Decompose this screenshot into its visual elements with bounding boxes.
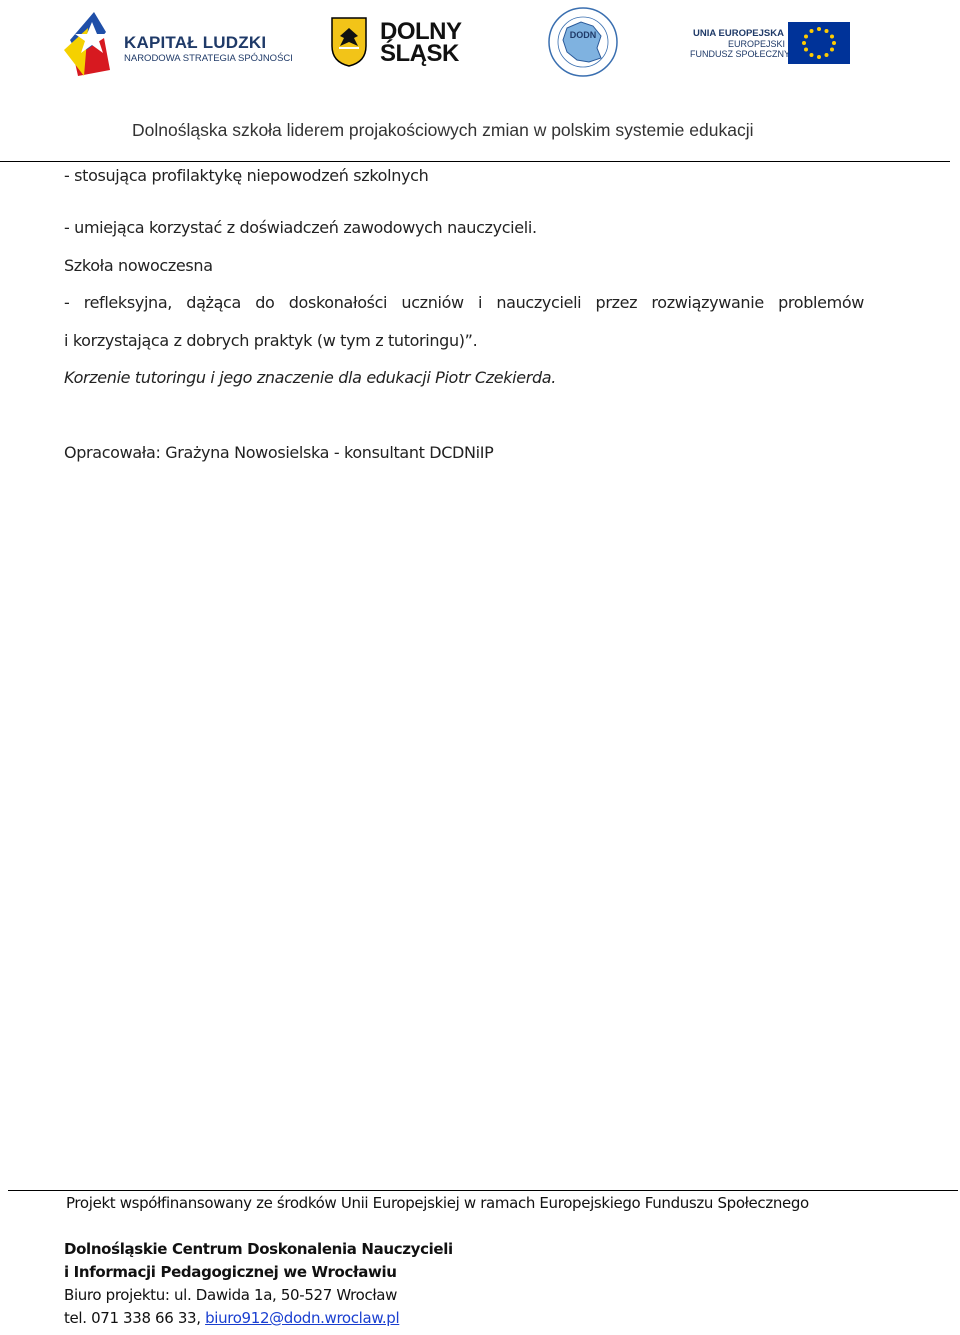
ue-line2: EUROPEJSKI — [728, 39, 786, 49]
body-citation: Korzenie tutoringu i jego znaczenie dla edukacji Piotr Czekierda. — [64, 368, 556, 387]
body-line-2: - umiejąca korzystać z doświadczeń zawodowych nauczycieli. — [64, 218, 537, 237]
footer-org-line2: i Informacji Pedagogicznej we Wrocławiu — [64, 1263, 397, 1281]
footer-address: Biuro projektu: ul. Dawida 1a, 50-527 Wrocław — [64, 1286, 398, 1304]
footer-contact — [64, 1309, 399, 1327]
dodn-seal-logo — [547, 6, 619, 78]
body-line-1: - stosująca profilaktykę niepowodzeń szkolnych — [64, 166, 429, 185]
kapital-ludzki-subtitle: NARODOWA STRATEGIA SPÓJNOŚCI — [124, 53, 293, 64]
logo-strip — [0, 0, 960, 90]
ue-line3: FUNDUSZ SPOŁECZNY — [690, 49, 791, 59]
body-line-5: i korzystająca z dobrych praktyk (w tym z tutoringu)”. — [64, 331, 478, 350]
footer-divider — [8, 1190, 958, 1191]
ue-line1: UNIA EUROPEJSKA — [693, 28, 784, 39]
footer-project-note: Projekt współfinansowany ze środków Unii Europejskiej w ramach Europejskiego Funduszu Społecznego — [66, 1194, 809, 1212]
body-line-4: - refleksyjna, dążąca do doskonałości uczniów i nauczycieli przez rozwiązywanie problemów — [64, 293, 864, 312]
footer-org-line1: Dolnośląskie Centrum Doskonalenia Nauczycieli — [64, 1240, 453, 1258]
dodn-seal-text: DODN — [569, 30, 597, 40]
kapital-ludzki-title: KAPITAŁ LUDZKI — [124, 33, 267, 52]
footer-phone: tel. 071 338 66 33, — [64, 1309, 206, 1327]
header-title: Dolnośląska szkoła liderem projakościowych zmian w polskim systemie edukacji — [132, 120, 754, 140]
header-divider — [0, 161, 950, 162]
dolny-slask-line1: DOLNY — [380, 18, 462, 45]
footer-email-link[interactable]: biuro912@dodn.wroclaw.pl — [205, 1309, 400, 1327]
body-line-3: Szkoła nowoczesna — [64, 256, 213, 275]
author-credit: Opracowała: Grażyna Nowosielska - konsultant DCDNiIP — [64, 443, 494, 462]
dolny-slask-line2: ŚLĄSK — [380, 40, 459, 67]
